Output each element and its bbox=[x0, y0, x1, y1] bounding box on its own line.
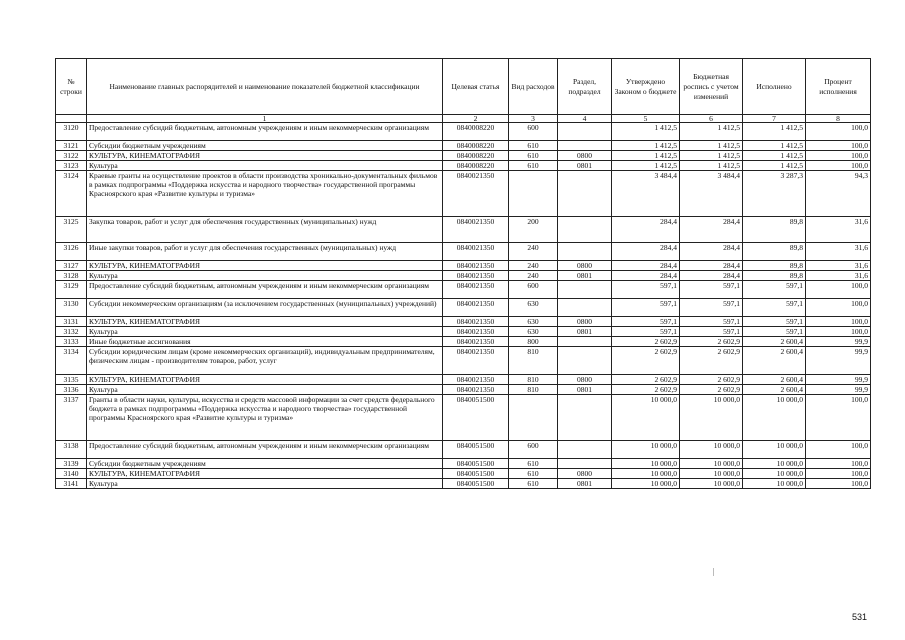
schedule-amount-cell: 1 412,5 bbox=[680, 123, 743, 141]
schedule-amount-cell: 597,1 bbox=[680, 281, 743, 299]
indicator-name-cell: Иные закупки товаров, работ и услуг для обеспечения государственных (муниципальных) нужд bbox=[87, 243, 443, 261]
approved-amount-cell: 10 000,0 bbox=[612, 441, 680, 459]
column-number: 3 bbox=[509, 115, 558, 123]
row-number-cell: 3133 bbox=[56, 337, 87, 347]
header-approved: Утверждено Законом о бюджете bbox=[612, 59, 680, 115]
row-number-cell: 3140 bbox=[56, 469, 87, 479]
section-cell bbox=[558, 141, 612, 151]
expense-type-cell bbox=[509, 171, 558, 217]
indicator-name-cell: Предоставление субсидий бюджетным, автономным учреждениям и иным некоммерческим организациям bbox=[87, 123, 443, 141]
executed-amount-cell: 89,8 bbox=[743, 243, 806, 261]
expense-type-cell: 240 bbox=[509, 261, 558, 271]
percent-cell: 94,3 bbox=[806, 171, 871, 217]
row-number-cell: 3137 bbox=[56, 395, 87, 441]
expense-type-cell: 610 bbox=[509, 141, 558, 151]
target-article-cell: 0840051500 bbox=[443, 441, 509, 459]
indicator-name-cell: Иные бюджетные ассигнования bbox=[87, 337, 443, 347]
executed-amount-cell: 597,1 bbox=[743, 327, 806, 337]
executed-amount-cell: 2 600,4 bbox=[743, 375, 806, 385]
table-row bbox=[56, 161, 871, 171]
percent-cell: 31,6 bbox=[806, 243, 871, 261]
percent-cell: 100,0 bbox=[806, 281, 871, 299]
expense-type-cell: 610 bbox=[509, 479, 558, 489]
table-row bbox=[56, 459, 871, 469]
executed-amount-cell: 10 000,0 bbox=[743, 469, 806, 479]
percent-cell: 100,0 bbox=[806, 299, 871, 317]
header-row-number: № строки bbox=[56, 59, 87, 115]
approved-amount-cell: 597,1 bbox=[612, 317, 680, 327]
executed-amount-cell: 3 287,3 bbox=[743, 171, 806, 217]
schedule-amount-cell: 284,4 bbox=[680, 261, 743, 271]
approved-amount-cell: 597,1 bbox=[612, 281, 680, 299]
executed-amount-cell: 10 000,0 bbox=[743, 459, 806, 469]
scan-artifact bbox=[713, 568, 714, 576]
indicator-name-cell: Культура bbox=[87, 479, 443, 489]
indicator-name-cell: Культура bbox=[87, 327, 443, 337]
target-article-cell: 0840008220 bbox=[443, 123, 509, 141]
section-cell bbox=[558, 347, 612, 375]
approved-amount-cell: 1 412,5 bbox=[612, 161, 680, 171]
expense-type-cell: 610 bbox=[509, 459, 558, 469]
executed-amount-cell: 10 000,0 bbox=[743, 441, 806, 459]
target-article-cell: 0840021350 bbox=[443, 299, 509, 317]
target-article-cell: 0840021350 bbox=[443, 271, 509, 281]
section-cell: 0800 bbox=[558, 375, 612, 385]
column-number bbox=[56, 115, 87, 123]
section-cell: 0801 bbox=[558, 385, 612, 395]
header-section: Раздел, подраздел bbox=[558, 59, 612, 115]
expense-type-cell: 610 bbox=[509, 469, 558, 479]
table-row bbox=[56, 479, 871, 489]
table-row bbox=[56, 281, 871, 299]
percent-cell: 100,0 bbox=[806, 479, 871, 489]
indicator-name-cell: Субсидии бюджетным учреждениям bbox=[87, 459, 443, 469]
approved-amount-cell: 1 412,5 bbox=[612, 123, 680, 141]
percent-cell: 100,0 bbox=[806, 395, 871, 441]
approved-amount-cell: 10 000,0 bbox=[612, 395, 680, 441]
section-cell bbox=[558, 171, 612, 217]
row-number-cell: 3130 bbox=[56, 299, 87, 317]
executed-amount-cell: 89,8 bbox=[743, 271, 806, 281]
table-row bbox=[56, 171, 871, 217]
row-number-cell: 3129 bbox=[56, 281, 87, 299]
row-number-cell: 3132 bbox=[56, 327, 87, 337]
indicator-name-cell: Закупка товаров, работ и услуг для обеспечения государственных (муниципальных) нужд bbox=[87, 217, 443, 243]
approved-amount-cell: 2 602,9 bbox=[612, 347, 680, 375]
row-number-cell: 3122 bbox=[56, 151, 87, 161]
row-number-cell: 3123 bbox=[56, 161, 87, 171]
executed-amount-cell: 89,8 bbox=[743, 261, 806, 271]
target-article-cell: 0840021350 bbox=[443, 337, 509, 347]
schedule-amount-cell: 2 602,9 bbox=[680, 347, 743, 375]
budget-execution-table bbox=[55, 58, 871, 489]
row-number-cell: 3127 bbox=[56, 261, 87, 271]
schedule-amount-cell: 1 412,5 bbox=[680, 141, 743, 151]
approved-amount-cell: 284,4 bbox=[612, 217, 680, 243]
indicator-name-cell: Культура bbox=[87, 161, 443, 171]
schedule-amount-cell: 597,1 bbox=[680, 327, 743, 337]
expense-type-cell: 240 bbox=[509, 243, 558, 261]
schedule-amount-cell: 284,4 bbox=[680, 243, 743, 261]
row-number-cell: 3138 bbox=[56, 441, 87, 459]
executed-amount-cell: 1 412,5 bbox=[743, 151, 806, 161]
target-article-cell: 0840021350 bbox=[443, 261, 509, 271]
section-cell bbox=[558, 123, 612, 141]
executed-amount-cell: 597,1 bbox=[743, 299, 806, 317]
indicator-name-cell: Субсидии юридическим лицам (кроме некоммерческих организаций), индивидуальным предпринимателям, физическим лицам - производителям товаров, работ, услуг bbox=[87, 347, 443, 375]
expense-type-cell: 810 bbox=[509, 375, 558, 385]
target-article-cell: 0840051500 bbox=[443, 479, 509, 489]
column-number: 2 bbox=[443, 115, 509, 123]
table-row bbox=[56, 441, 871, 459]
indicator-name-cell: КУЛЬТУРА, КИНЕМАТОГРАФИЯ bbox=[87, 375, 443, 385]
indicator-name-cell: КУЛЬТУРА, КИНЕМАТОГРАФИЯ bbox=[87, 151, 443, 161]
approved-amount-cell: 1 412,5 bbox=[612, 141, 680, 151]
table-row bbox=[56, 123, 871, 141]
executed-amount-cell: 597,1 bbox=[743, 281, 806, 299]
table-row bbox=[56, 271, 871, 281]
target-article-cell: 0840021350 bbox=[443, 217, 509, 243]
percent-cell: 99,9 bbox=[806, 385, 871, 395]
table-row bbox=[56, 217, 871, 243]
target-article-cell: 0840008220 bbox=[443, 151, 509, 161]
percent-cell: 31,6 bbox=[806, 217, 871, 243]
indicator-name-cell: Субсидии бюджетным учреждениям bbox=[87, 141, 443, 151]
target-article-cell: 0840021350 bbox=[443, 375, 509, 385]
expense-type-cell: 200 bbox=[509, 217, 558, 243]
schedule-amount-cell: 1 412,5 bbox=[680, 151, 743, 161]
schedule-amount-cell: 1 412,5 bbox=[680, 161, 743, 171]
percent-cell: 99,9 bbox=[806, 347, 871, 375]
section-cell bbox=[558, 337, 612, 347]
table-row bbox=[56, 347, 871, 375]
percent-cell: 100,0 bbox=[806, 327, 871, 337]
header-executed: Исполнено bbox=[743, 59, 806, 115]
expense-type-cell: 600 bbox=[509, 281, 558, 299]
approved-amount-cell: 284,4 bbox=[612, 261, 680, 271]
executed-amount-cell: 597,1 bbox=[743, 317, 806, 327]
approved-amount-cell: 1 412,5 bbox=[612, 151, 680, 161]
approved-amount-cell: 2 602,9 bbox=[612, 385, 680, 395]
executed-amount-cell: 1 412,5 bbox=[743, 141, 806, 151]
approved-amount-cell: 10 000,0 bbox=[612, 479, 680, 489]
target-article-cell: 0840021350 bbox=[443, 243, 509, 261]
approved-amount-cell: 3 484,4 bbox=[612, 171, 680, 217]
indicator-name-cell: КУЛЬТУРА, КИНЕМАТОГРАФИЯ bbox=[87, 261, 443, 271]
row-number-cell: 3128 bbox=[56, 271, 87, 281]
section-cell bbox=[558, 217, 612, 243]
section-cell bbox=[558, 281, 612, 299]
section-cell: 0801 bbox=[558, 161, 612, 171]
schedule-amount-cell: 597,1 bbox=[680, 317, 743, 327]
indicator-name-cell: Предоставление субсидий бюджетным, автономным учреждениям и иным некоммерческим организациям bbox=[87, 441, 443, 459]
section-cell bbox=[558, 441, 612, 459]
expense-type-cell bbox=[509, 395, 558, 441]
target-article-cell: 0840051500 bbox=[443, 395, 509, 441]
schedule-amount-cell: 2 602,9 bbox=[680, 385, 743, 395]
row-number-cell: 3120 bbox=[56, 123, 87, 141]
approved-amount-cell: 10 000,0 bbox=[612, 459, 680, 469]
indicator-name-cell: Субсидии некоммерческим организациям (за исключением государственных (муниципальных) учреждений) bbox=[87, 299, 443, 317]
executed-amount-cell: 2 600,4 bbox=[743, 385, 806, 395]
target-article-cell: 0840021350 bbox=[443, 317, 509, 327]
expense-type-cell: 610 bbox=[509, 161, 558, 171]
section-cell: 0801 bbox=[558, 271, 612, 281]
target-article-cell: 0840021350 bbox=[443, 171, 509, 217]
page-number: 531 bbox=[851, 612, 867, 622]
schedule-amount-cell: 2 602,9 bbox=[680, 337, 743, 347]
schedule-amount-cell: 3 484,4 bbox=[680, 171, 743, 217]
target-article-cell: 0840051500 bbox=[443, 469, 509, 479]
target-article-cell: 0840021350 bbox=[443, 327, 509, 337]
table-row bbox=[56, 385, 871, 395]
row-number-cell: 3139 bbox=[56, 459, 87, 469]
row-number-cell: 3135 bbox=[56, 375, 87, 385]
header-name: Наименование главных распорядителей и наименование показателей бюджетной классификации bbox=[87, 59, 443, 115]
target-article-cell: 0840051500 bbox=[443, 459, 509, 469]
percent-cell: 100,0 bbox=[806, 459, 871, 469]
schedule-amount-cell: 10 000,0 bbox=[680, 395, 743, 441]
approved-amount-cell: 597,1 bbox=[612, 327, 680, 337]
header-percent: Процент исполнения bbox=[806, 59, 871, 115]
executed-amount-cell: 2 600,4 bbox=[743, 337, 806, 347]
target-article-cell: 0840008220 bbox=[443, 141, 509, 151]
row-number-cell: 3141 bbox=[56, 479, 87, 489]
schedule-amount-cell: 10 000,0 bbox=[680, 459, 743, 469]
table-row bbox=[56, 151, 871, 161]
expense-type-cell: 800 bbox=[509, 337, 558, 347]
section-cell bbox=[558, 459, 612, 469]
executed-amount-cell: 2 600,4 bbox=[743, 347, 806, 375]
indicator-name-cell: Гранты в области науки, культуры, искусства и средств массовой информации за счет средств федерального бюджета в рамках подпрограммы «Поддержка искусства и народного творчества» государственной программы Красноярского края «Развитие культуры и туризма» bbox=[87, 395, 443, 441]
schedule-amount-cell: 597,1 bbox=[680, 299, 743, 317]
row-number-cell: 3124 bbox=[56, 171, 87, 217]
column-number: 7 bbox=[743, 115, 806, 123]
expense-type-cell: 630 bbox=[509, 327, 558, 337]
percent-cell: 100,0 bbox=[806, 151, 871, 161]
section-cell: 0801 bbox=[558, 327, 612, 337]
column-number: 6 bbox=[680, 115, 743, 123]
percent-cell: 100,0 bbox=[806, 123, 871, 141]
expense-type-cell: 610 bbox=[509, 151, 558, 161]
approved-amount-cell: 2 602,9 bbox=[612, 375, 680, 385]
executed-amount-cell: 10 000,0 bbox=[743, 395, 806, 441]
percent-cell: 31,6 bbox=[806, 261, 871, 271]
row-number-cell: 3131 bbox=[56, 317, 87, 327]
indicator-name-cell: Культура bbox=[87, 385, 443, 395]
expense-type-cell: 810 bbox=[509, 385, 558, 395]
schedule-amount-cell: 284,4 bbox=[680, 271, 743, 281]
schedule-amount-cell: 10 000,0 bbox=[680, 469, 743, 479]
schedule-amount-cell: 10 000,0 bbox=[680, 479, 743, 489]
target-article-cell: 0840021350 bbox=[443, 281, 509, 299]
table-row bbox=[56, 261, 871, 271]
table-row bbox=[56, 327, 871, 337]
executed-amount-cell: 10 000,0 bbox=[743, 479, 806, 489]
approved-amount-cell: 2 602,9 bbox=[612, 337, 680, 347]
executed-amount-cell: 1 412,5 bbox=[743, 123, 806, 141]
percent-cell: 100,0 bbox=[806, 161, 871, 171]
expense-type-cell: 240 bbox=[509, 271, 558, 281]
percent-cell: 99,9 bbox=[806, 337, 871, 347]
row-number-cell: 3121 bbox=[56, 141, 87, 151]
section-cell bbox=[558, 243, 612, 261]
percent-cell: 31,6 bbox=[806, 271, 871, 281]
row-number-cell: 3125 bbox=[56, 217, 87, 243]
expense-type-cell: 630 bbox=[509, 317, 558, 327]
header-budget-schedule: Бюджетная роспись с учетом изменений bbox=[680, 59, 743, 115]
table-row bbox=[56, 337, 871, 347]
approved-amount-cell: 10 000,0 bbox=[612, 469, 680, 479]
section-cell: 0800 bbox=[558, 469, 612, 479]
indicator-name-cell: Краевые гранты на осуществление проектов в области производства хроникально-документальных фильмов в рамках подпрограммы «Поддержка искусства и народного творчества» государственной программы Красноярского края «Развитие культуры и туризма» bbox=[87, 171, 443, 217]
indicator-name-cell: КУЛЬТУРА, КИНЕМАТОГРАФИЯ bbox=[87, 317, 443, 327]
table-row bbox=[56, 317, 871, 327]
indicator-name-cell: Предоставление субсидий бюджетным, автономным учреждениям и иным некоммерческим организациям bbox=[87, 281, 443, 299]
column-number: 4 bbox=[558, 115, 612, 123]
table-row bbox=[56, 469, 871, 479]
column-number: 8 bbox=[806, 115, 871, 123]
header-expense-type: Вид расходов bbox=[509, 59, 558, 115]
column-number: 5 bbox=[612, 115, 680, 123]
section-cell bbox=[558, 395, 612, 441]
target-article-cell: 0840021350 bbox=[443, 385, 509, 395]
section-cell: 0800 bbox=[558, 151, 612, 161]
approved-amount-cell: 597,1 bbox=[612, 299, 680, 317]
percent-cell: 100,0 bbox=[806, 141, 871, 151]
header-target-article: Целевая статья bbox=[443, 59, 509, 115]
row-number-cell: 3136 bbox=[56, 385, 87, 395]
schedule-amount-cell: 10 000,0 bbox=[680, 441, 743, 459]
header-row bbox=[56, 59, 871, 115]
table-row bbox=[56, 141, 871, 151]
section-cell: 0801 bbox=[558, 479, 612, 489]
percent-cell: 100,0 bbox=[806, 317, 871, 327]
schedule-amount-cell: 2 602,9 bbox=[680, 375, 743, 385]
expense-type-cell: 600 bbox=[509, 123, 558, 141]
executed-amount-cell: 89,8 bbox=[743, 217, 806, 243]
table-row bbox=[56, 395, 871, 441]
column-number-row bbox=[56, 115, 871, 123]
percent-cell: 99,9 bbox=[806, 375, 871, 385]
schedule-amount-cell: 284,4 bbox=[680, 217, 743, 243]
approved-amount-cell: 284,4 bbox=[612, 271, 680, 281]
column-number: 1 bbox=[87, 115, 443, 123]
executed-amount-cell: 1 412,5 bbox=[743, 161, 806, 171]
expense-type-cell: 810 bbox=[509, 347, 558, 375]
expense-type-cell: 630 bbox=[509, 299, 558, 317]
indicator-name-cell: КУЛЬТУРА, КИНЕМАТОГРАФИЯ bbox=[87, 469, 443, 479]
indicator-name-cell: Культура bbox=[87, 271, 443, 281]
expense-type-cell: 600 bbox=[509, 441, 558, 459]
approved-amount-cell: 284,4 bbox=[612, 243, 680, 261]
percent-cell: 100,0 bbox=[806, 469, 871, 479]
percent-cell: 100,0 bbox=[806, 441, 871, 459]
table-row bbox=[56, 299, 871, 317]
row-number-cell: 3126 bbox=[56, 243, 87, 261]
table-row bbox=[56, 243, 871, 261]
section-cell bbox=[558, 299, 612, 317]
row-number-cell: 3134 bbox=[56, 347, 87, 375]
target-article-cell: 0840021350 bbox=[443, 347, 509, 375]
section-cell: 0800 bbox=[558, 261, 612, 271]
table-row bbox=[56, 375, 871, 385]
target-article-cell: 0840008220 bbox=[443, 161, 509, 171]
section-cell: 0800 bbox=[558, 317, 612, 327]
